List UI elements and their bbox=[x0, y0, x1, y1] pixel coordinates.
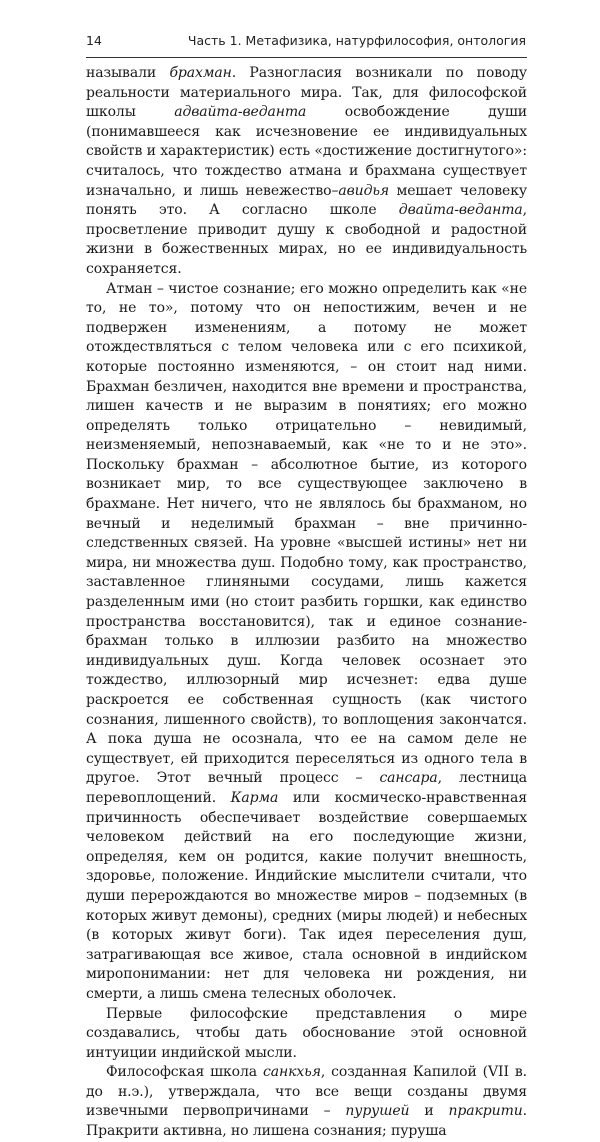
text-run: и bbox=[409, 1103, 449, 1120]
italic-term: брахман bbox=[169, 65, 232, 81]
text-run: , созданная Капилой (VII в. до н.э.), утверждала, что все вещи созданы двумя извечными первопричинами – bbox=[86, 1064, 527, 1120]
paragraph bbox=[86, 280, 527, 1005]
italic-term: пракрити bbox=[448, 1103, 523, 1120]
text-run: . Разногласия возникали по поводу реальности материального мира. Так, для философской школы bbox=[86, 65, 528, 121]
text-run: , лестница перевоплощений. bbox=[86, 770, 527, 806]
text-run: называли bbox=[86, 65, 170, 81]
text-run: . Пракрити активна, но лишена сознания; пуруша bbox=[86, 1103, 528, 1140]
italic-term: сансара bbox=[379, 770, 438, 787]
text-run: или космическо-нравственная причинность обеспечивает воздействие совершаемых человеком действий на его последующие жизни, определяя, кем он родится, какие получит внешность, здоровье, положение. Индийские мыслители считали, что души перерождаются во множестве миров – подземных (в которых живут демоны), средних (миры людей) и небесных (в которых живут боги). Так идея переселения душ, затрагивающая все живое, стала основной в индийском миропонимании: нет для человека ни рождения, ни смерти, а лишь смена телесных оболочек. bbox=[86, 789, 527, 1002]
paragraph bbox=[86, 1005, 527, 1064]
text-run: мешает человеку понять это. А согласно школе bbox=[86, 182, 527, 219]
paragraph bbox=[86, 1063, 527, 1141]
page-header bbox=[86, 33, 526, 55]
italic-term: санкхья bbox=[263, 1064, 321, 1081]
paragraph bbox=[86, 64, 527, 280]
italic-term: адвайта-веданта bbox=[174, 104, 307, 121]
text-run: Первые философские представления о мире создавались, чтобы дать обоснование этой основной интуиции индийской мысли. bbox=[86, 1005, 527, 1061]
italic-term: пурушей bbox=[345, 1103, 410, 1120]
page-number: 14 bbox=[86, 33, 102, 48]
text-run: Атман – чистое сознание; его можно определить как «не то, не то», потому что он непостижим, вечен и не подвержен изменениям, а потому не может отождествляться с телом человека или с его психикой, которые постоянно изменяются, – он стоит над ними. Брахман безличен, находится вне времени и пространства, лишен качеств и не выразим в понятиях; его можно определять только отрицательно – невидимый, неизменяемый, непознаваемый, как «не то и не это». Поскольку брахман – абсолютное бытие, из которого возникает мир, то все существующее заключено в брахмане. Нет ничего, что не являлось бы брахманом, но вечный и неделимый брахман – вне причинно-следственных связей. На уровне «высшей истины» нет ни мира, ни множества душ. Подобно тому, как пространство, заставленное глиняными сосудами, лишь кажется разделенным ими (но стоит разбить горшки, как единство пространства восстановится), так и единое сознание-брахман только в иллюзии разбито на множество индивидуальных душ. Когда человек осознает это тождество, иллюзорный мир исчезнет: едва душе раскроется ее собственная сущность (как чистого сознания, лишенного свойств), то воплощения закончатся. А пока душа не осознала, что ее на самом деле не существует, ей приходится переселяться из одного тела в другое. Этот вечный процесс – bbox=[86, 280, 527, 787]
italic-term: авидья bbox=[338, 182, 390, 199]
body-text bbox=[86, 64, 527, 1142]
text-run: , просветление приводит душу к свободной и радостной жизни в божественных мирах, но ее индивидуальность сохраняется. bbox=[86, 202, 527, 277]
running-head: Часть 1. Метафизика, натурфилософия, онтология bbox=[187, 33, 526, 48]
italic-term: двайта-веданта bbox=[398, 202, 523, 219]
header-rule bbox=[86, 57, 527, 58]
text-run: освобождение души (понимавшееся как исчезновение ее индивидуальных свойств и характеристик) есть «достижение достигнутого»: считалось, что тождество атмана и брахмана существует изначально, и лишь невежество– bbox=[86, 104, 527, 199]
text-run: Философская школа bbox=[106, 1064, 264, 1081]
italic-term: Карма bbox=[230, 789, 279, 806]
